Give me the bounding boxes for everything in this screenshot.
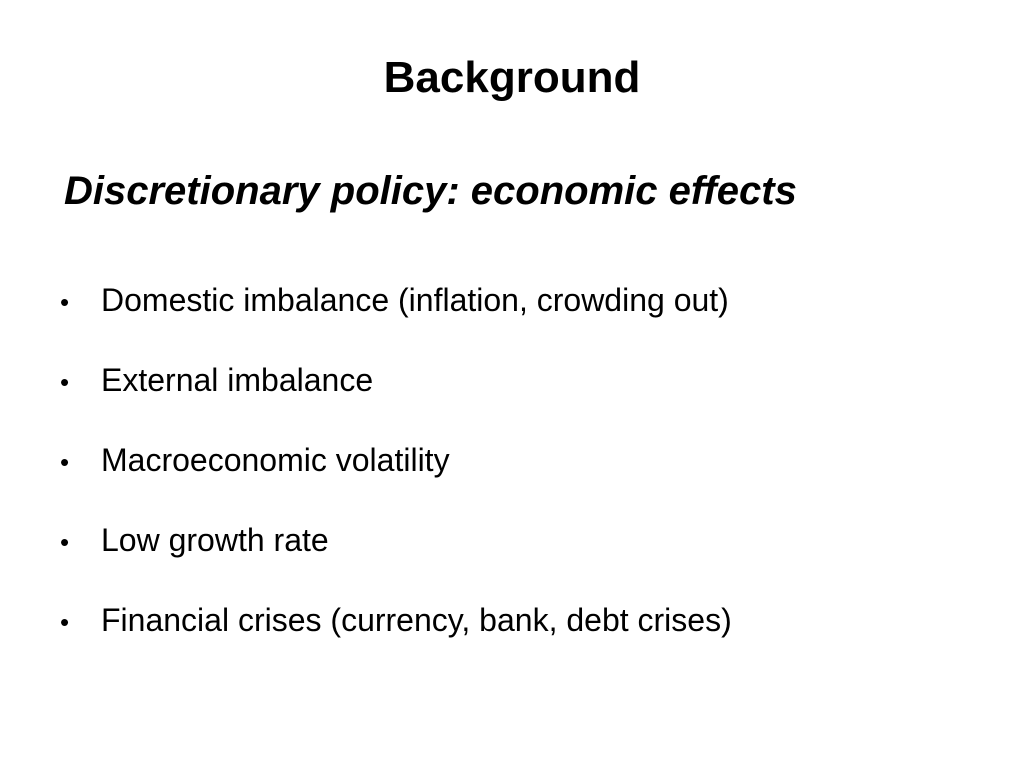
bullet-icon: •: [60, 527, 70, 557]
bullet-text: Macroeconomic volatility: [101, 442, 450, 478]
bullet-item: [60, 516, 732, 596]
bullet-icon: •: [60, 447, 70, 477]
bullet-list: [60, 276, 732, 676]
bullet-icon: •: [60, 607, 70, 637]
bullet-text: Low growth rate: [101, 522, 329, 558]
bullet-item: [60, 276, 732, 356]
bullet-item: [60, 596, 732, 676]
slide-subtitle: Discretionary policy: economic effects: [64, 169, 797, 213]
bullet-icon: •: [60, 367, 70, 397]
bullet-text: Financial crises (currency, bank, debt crises): [101, 602, 732, 638]
bullet-item: [60, 436, 732, 516]
bullet-icon: •: [60, 287, 70, 317]
bullet-item: [60, 356, 732, 436]
bullet-text: External imbalance: [101, 362, 374, 398]
slide-title: Background: [383, 53, 641, 102]
bullet-text: Domestic imbalance (inflation, crowding out): [101, 282, 729, 318]
